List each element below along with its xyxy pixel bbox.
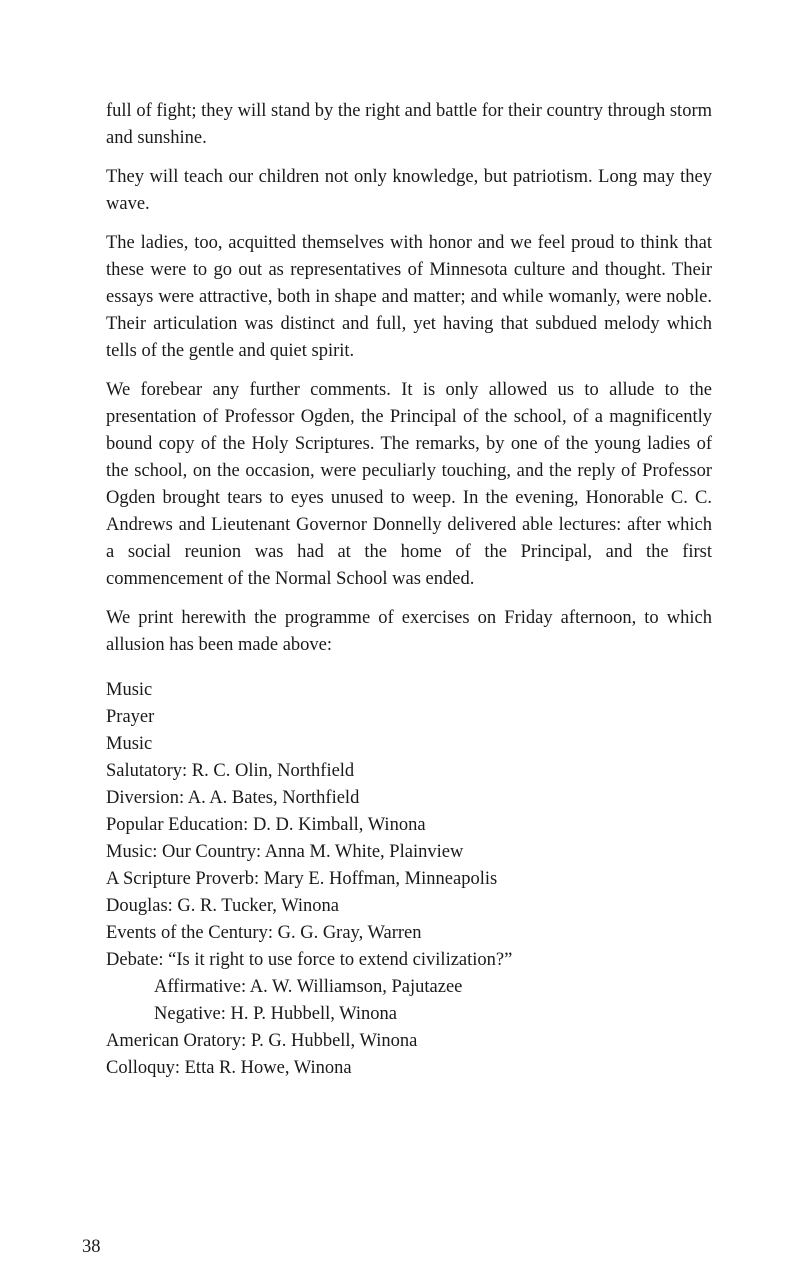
paragraph-1: full of fight; they will stand by the right and battle for their country through storm and sunshine. [106,101,712,148]
programme-item: Music [106,734,153,754]
programme-list [106,677,712,1082]
programme-item: Popular Education: D. D. Kimball, Winona [106,815,426,835]
paragraph-2: They will teach our children not only knowledge, but patriotism. Long may they wave. [106,167,712,214]
programme-item: Douglas: G. R. Tucker, Winona [106,896,340,916]
paragraph-4: We forebear any further comments. It is only allowed us to allude to the presentation of Professor Ogden, the Principal of the school, of a magnificently bound copy of the Holy Scriptures. The remarks, by one of the young ladies of the school, on the occasion, were peculiarly touching, and the reply of Professor Ogden brought tears to eyes unused to weep. In the evening, Honorable C. C. Andrews and Lieutenant Governor Donnelly delivered able lectures: after which a social reunion was had at the home of the Principal, and the first commencement of the Normal School was ended. [106,380,712,589]
programme-subitem: Negative: H. P. Hubbell, Winona [154,1004,397,1024]
programme-item: Diversion: A. A. Bates, Northfield [106,788,360,808]
programme-item: Colloquy: Etta R. Howe, Winona [106,1058,352,1078]
programme-item: Debate: “Is it right to use force to extend civilization?” [106,950,513,970]
programme-item: Salutatory: R. C. Olin, Northfield [106,761,355,781]
programme-item: Events of the Century: G. G. Gray, Warren [106,923,422,943]
programme-subitem: Affirmative: A. W. Williamson, Pajutazee [154,977,463,997]
paragraph-5: We print herewith the programme of exercises on Friday afternoon, to which allusion has been made above: [106,608,712,655]
paragraph-3: The ladies, too, acquitted themselves with honor and we feel proud to think that these were to go out as representatives of Minnesota culture and thought. Their essays were attractive, both in shape and matter; and while womanly, were noble. Their articulation was distinct and full, yet having that subdued melody which tells of the gentle and quiet spirit. [106,233,712,361]
page-number: 38 [82,1237,101,1257]
page-body [106,98,712,1082]
programme-item: Prayer [106,707,155,727]
programme-item: Music [106,680,153,700]
programme-item: Music: Our Country: Anna M. White, Plainview [106,842,464,862]
programme-item: American Oratory: P. G. Hubbell, Winona [106,1031,418,1051]
programme-item: A Scripture Proverb: Mary E. Hoffman, Minneapolis [106,869,498,889]
